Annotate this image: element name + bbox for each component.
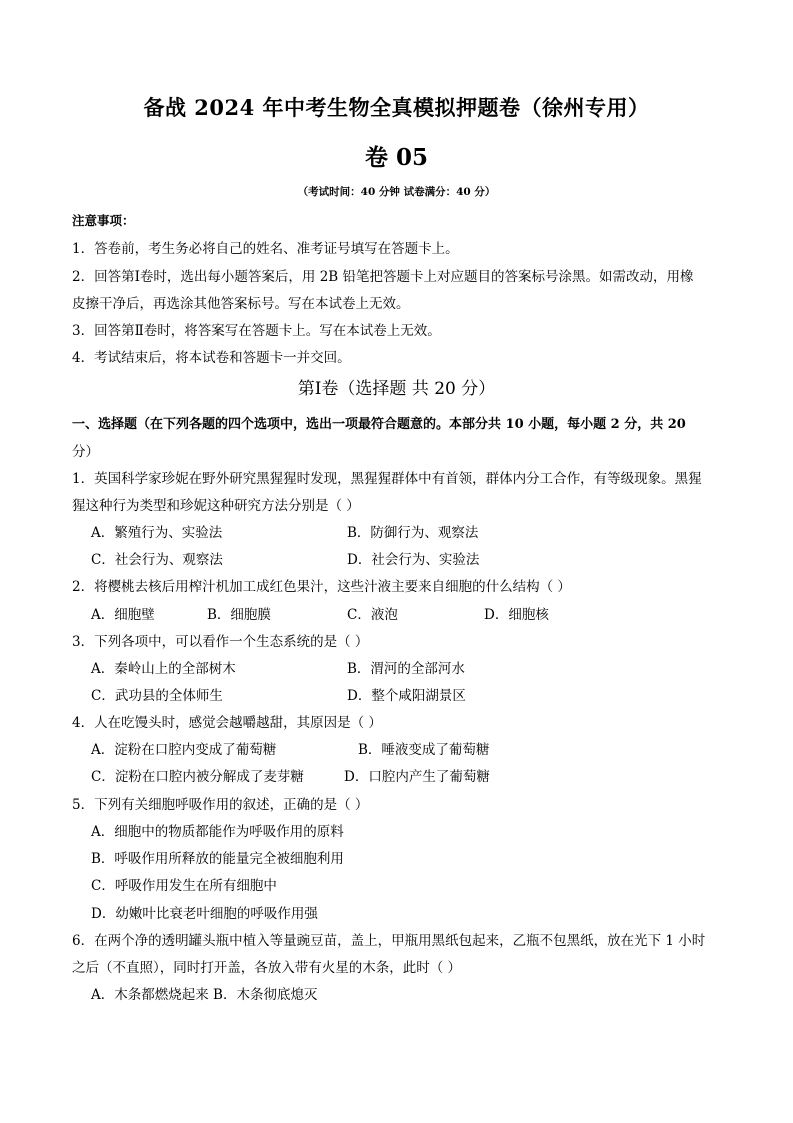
notice-item: 3．回答第Ⅱ卷时，将答案写在答题卡上。写在本试卷上无效。 — [72, 323, 441, 339]
question-4-stem: 4．人在吃馒头时，感觉会越嚼越甜，其原因是（ ） — [72, 715, 382, 731]
question-6-stem-cont: 之后（不直照），同时打开盖，各放入带有火星的木条，此时（ ） — [72, 960, 462, 976]
notice-label: 注意事项： — [72, 213, 135, 228]
question-1-option-b: B．防御行为、观察法 — [347, 525, 479, 541]
exam-info: （考试时间：40 分钟 试卷满分：40 分） — [297, 186, 496, 198]
question-5-stem: 5．下列有关细胞呼吸作用的叙述，正确的是（ ） — [72, 797, 369, 813]
question-2-option-b: B．细胞膜 — [207, 607, 271, 623]
question-1-option-d: D．社会行为、实验法 — [347, 552, 480, 568]
question-3-option-c: C．武功县的全体师生 — [91, 688, 223, 704]
page-title: 备战 2024 年中考生物全真模拟押题卷（徐州专用） — [143, 95, 650, 120]
section-intro: 一、选择题（在下列各题的四个选项中，选出一项最符合题意的。本部分共 10 小题，每小题 2 分，共 20 — [72, 417, 686, 432]
section-heading: 第Ⅰ卷（选择题 共 20 分） — [297, 379, 496, 399]
question-2-option-d: D．细胞核 — [484, 607, 549, 623]
question-4-option-c: C．淀粉在口腔内被分解成了麦芽糖 — [91, 769, 304, 785]
notice-item: 皮擦干净后，再选涂其他答案标号。写在本试卷上无效。 — [72, 296, 410, 312]
question-2-stem: 2．将樱桃去核后用榨汁机加工成红色果汁，这些汁液主要来自细胞的什么结构（ ） — [72, 579, 571, 595]
notice-item: 4．考试结束后，将本试卷和答题卡一并交回。 — [72, 350, 351, 366]
question-2-option-a: A．细胞壁 — [91, 607, 155, 623]
question-1-stem: 1．英国科学家珍妮在野外研究黑猩猩时发现，黑猩猩群体中有首领，群体内分工合作，有等级现象。黑猩 — [72, 471, 702, 487]
question-4-option-d: D．口腔内产生了葡萄糖 — [344, 769, 490, 785]
question-6-options-ab: A．木条都燃烧起来 B．木条彻底熄灭 — [91, 987, 318, 1003]
question-1-option-c: C．社会行为、观察法 — [91, 552, 223, 568]
question-6-stem: 6．在两个净的透明罐头瓶中植入等量豌豆苗，盖上，甲瓶用黑纸包起来，乙瓶不包黑纸，放在光下 1 小时 — [72, 933, 706, 949]
question-3-option-d: D．整个咸阳湖景区 — [347, 688, 466, 704]
paper-number: 卷 05 — [364, 144, 428, 171]
question-3-stem: 3．下列各项中，可以看作一个生态系统的是（ ） — [72, 634, 369, 650]
question-3-option-a: A．秦岭山上的全部树木 — [91, 661, 236, 677]
question-4-option-b: B．唾液变成了葡萄糖 — [358, 742, 490, 758]
question-3-option-b: B．渭河的全部河水 — [347, 661, 465, 677]
question-4-option-a: A．淀粉在口腔内变成了葡萄糖 — [91, 742, 277, 758]
question-5-option-c: C．呼吸作用发生在所有细胞中 — [91, 878, 277, 894]
question-2-option-c: C．液泡 — [347, 607, 398, 623]
question-1-option-a: A．繁殖行为、实验法 — [91, 525, 223, 541]
question-5-option-d: D．幼嫩叶比衰老叶细胞的呼吸作用强 — [91, 906, 318, 922]
notice-item: 2．回答第Ⅰ卷时，选出每小题答案后，用 2B 铅笔把答题卡上对应题目的答案标号涂黑。如需改动，用橡 — [72, 269, 694, 285]
question-5-option-a: A．细胞中的物质都能作为呼吸作用的原料 — [91, 824, 344, 840]
notice-item: 1．答卷前，考生务必将自己的姓名、准考证号填写在答题卡上。 — [72, 241, 459, 257]
question-1-stem-cont: 猩这种行为类型和珍妮这种研究方法分别是（ ） — [72, 498, 360, 514]
question-5-option-b: B．呼吸作用所释放的能量完全被细胞利用 — [91, 851, 344, 867]
section-intro-cont: 分） — [72, 444, 99, 460]
